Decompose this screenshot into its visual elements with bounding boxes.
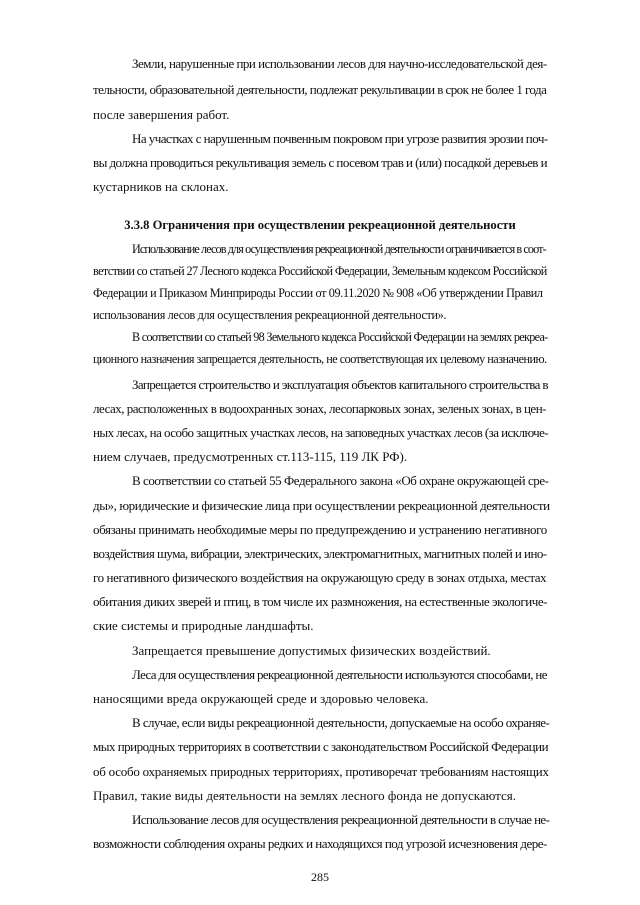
text-line: Земли, нарушенные при использовании лесов для научно-исследовательской дея- [132,56,547,71]
text-line: об особо охраняемых природных территориях, противоречат требованиям настоящих [93,764,549,779]
text-line: ские системы и природные ландшафты. [93,618,314,633]
text-line: ных лесах, на особо защитных участках лесов, на заповедных участках лесов (за исключе- [93,425,549,440]
text-line: обязаны принимать необходимые меры по предупреждению и устранению негативного [93,522,547,537]
text-line: В случае, если виды рекреационной деятельности, допускаемые на особо охраняе- [132,715,550,730]
text-line: Запрещается превышение допустимых физических воздействий. [132,643,491,658]
text-line: В соответствии со статьей 98 Земельного кодекса Российской Федерации на землях рекреа- [132,330,548,344]
text-line: кустарников на склонах. [93,179,229,194]
text-line: использования лесов для осуществления рекреационной деятельности». [93,308,447,322]
text-line: Использование лесов для осуществления рекреационной деятельности в случае не- [132,812,550,827]
text-line: лесах, расположенных в водоохранных зонах, лесопарковых зонах, зеленых зонах, в цен- [93,401,546,416]
text-line: ды», юридические и физические лица при осуществлении рекреационной деятельности [93,498,550,513]
text-line: Использование лесов для осуществления рекреационной деятельности ограничивается в соот- [132,242,546,256]
text-line: го негативного физического воздействия на окружающую среду в зонах отдыха, местах [93,570,547,585]
text-line: Запрещается строительство и эксплуатация объектов капитального строительства в [132,377,548,392]
page-number: 285 [311,870,329,884]
text-line: после завершения работ. [93,107,230,122]
text-line: вы должна проводиться рекультивация земель с посевом трав и (или) посадкой деревьев и [93,155,547,170]
text-line: наносящими вреда окружающей среде и здоровью человека. [93,691,429,706]
text-line: ционного назначения запрещается деятельность, не соответствующая их целевому назначению. [93,352,547,366]
text-line: Леса для осуществления рекреационной деятельности используются способами, не [132,667,547,682]
text-line: мых природных территориях в соответствии с законодательством Российской Федерации [93,739,549,754]
text-line: ветствии со статьей 27 Лесного кодекса Российской Федерации, Земельным кодексом Российской [93,264,547,278]
text-line: На участках с нарушенным почвенным покровом при угрозе развития эрозии поч- [132,131,548,146]
text-line: обитания диких зверей и птиц, в том числе их размножения, на естественные экологиче- [93,594,548,609]
text-line: тельности, образовательной деятельности, подлежат рекультивации в срок не более 1 года [93,82,547,97]
text-line: Федерации и Приказом Минприроды России от 09.11.2020 № 908 «Об утверждении Правил [93,286,543,300]
section-heading: 3.3.8 Ограничения при осуществлении рекреационной деятельности [124,218,516,232]
text-line: воздействия шума, вибрации, электрических, электромагнитных, магнитных полей и ино- [93,546,547,561]
text-line: нием случаев, предусмотренных ст.113-115, 119 ЛК РФ). [93,449,408,464]
text-line: возможности соблюдения охраны редких и находящихся под угрозой исчезновения дере- [93,836,547,851]
text-line: В соответствии со статьей 55 Федерального закона «Об охране окружающей сре- [132,473,549,488]
text-line: Правил, такие виды деятельности на землях лесного фонда не допускаются. [93,788,517,803]
